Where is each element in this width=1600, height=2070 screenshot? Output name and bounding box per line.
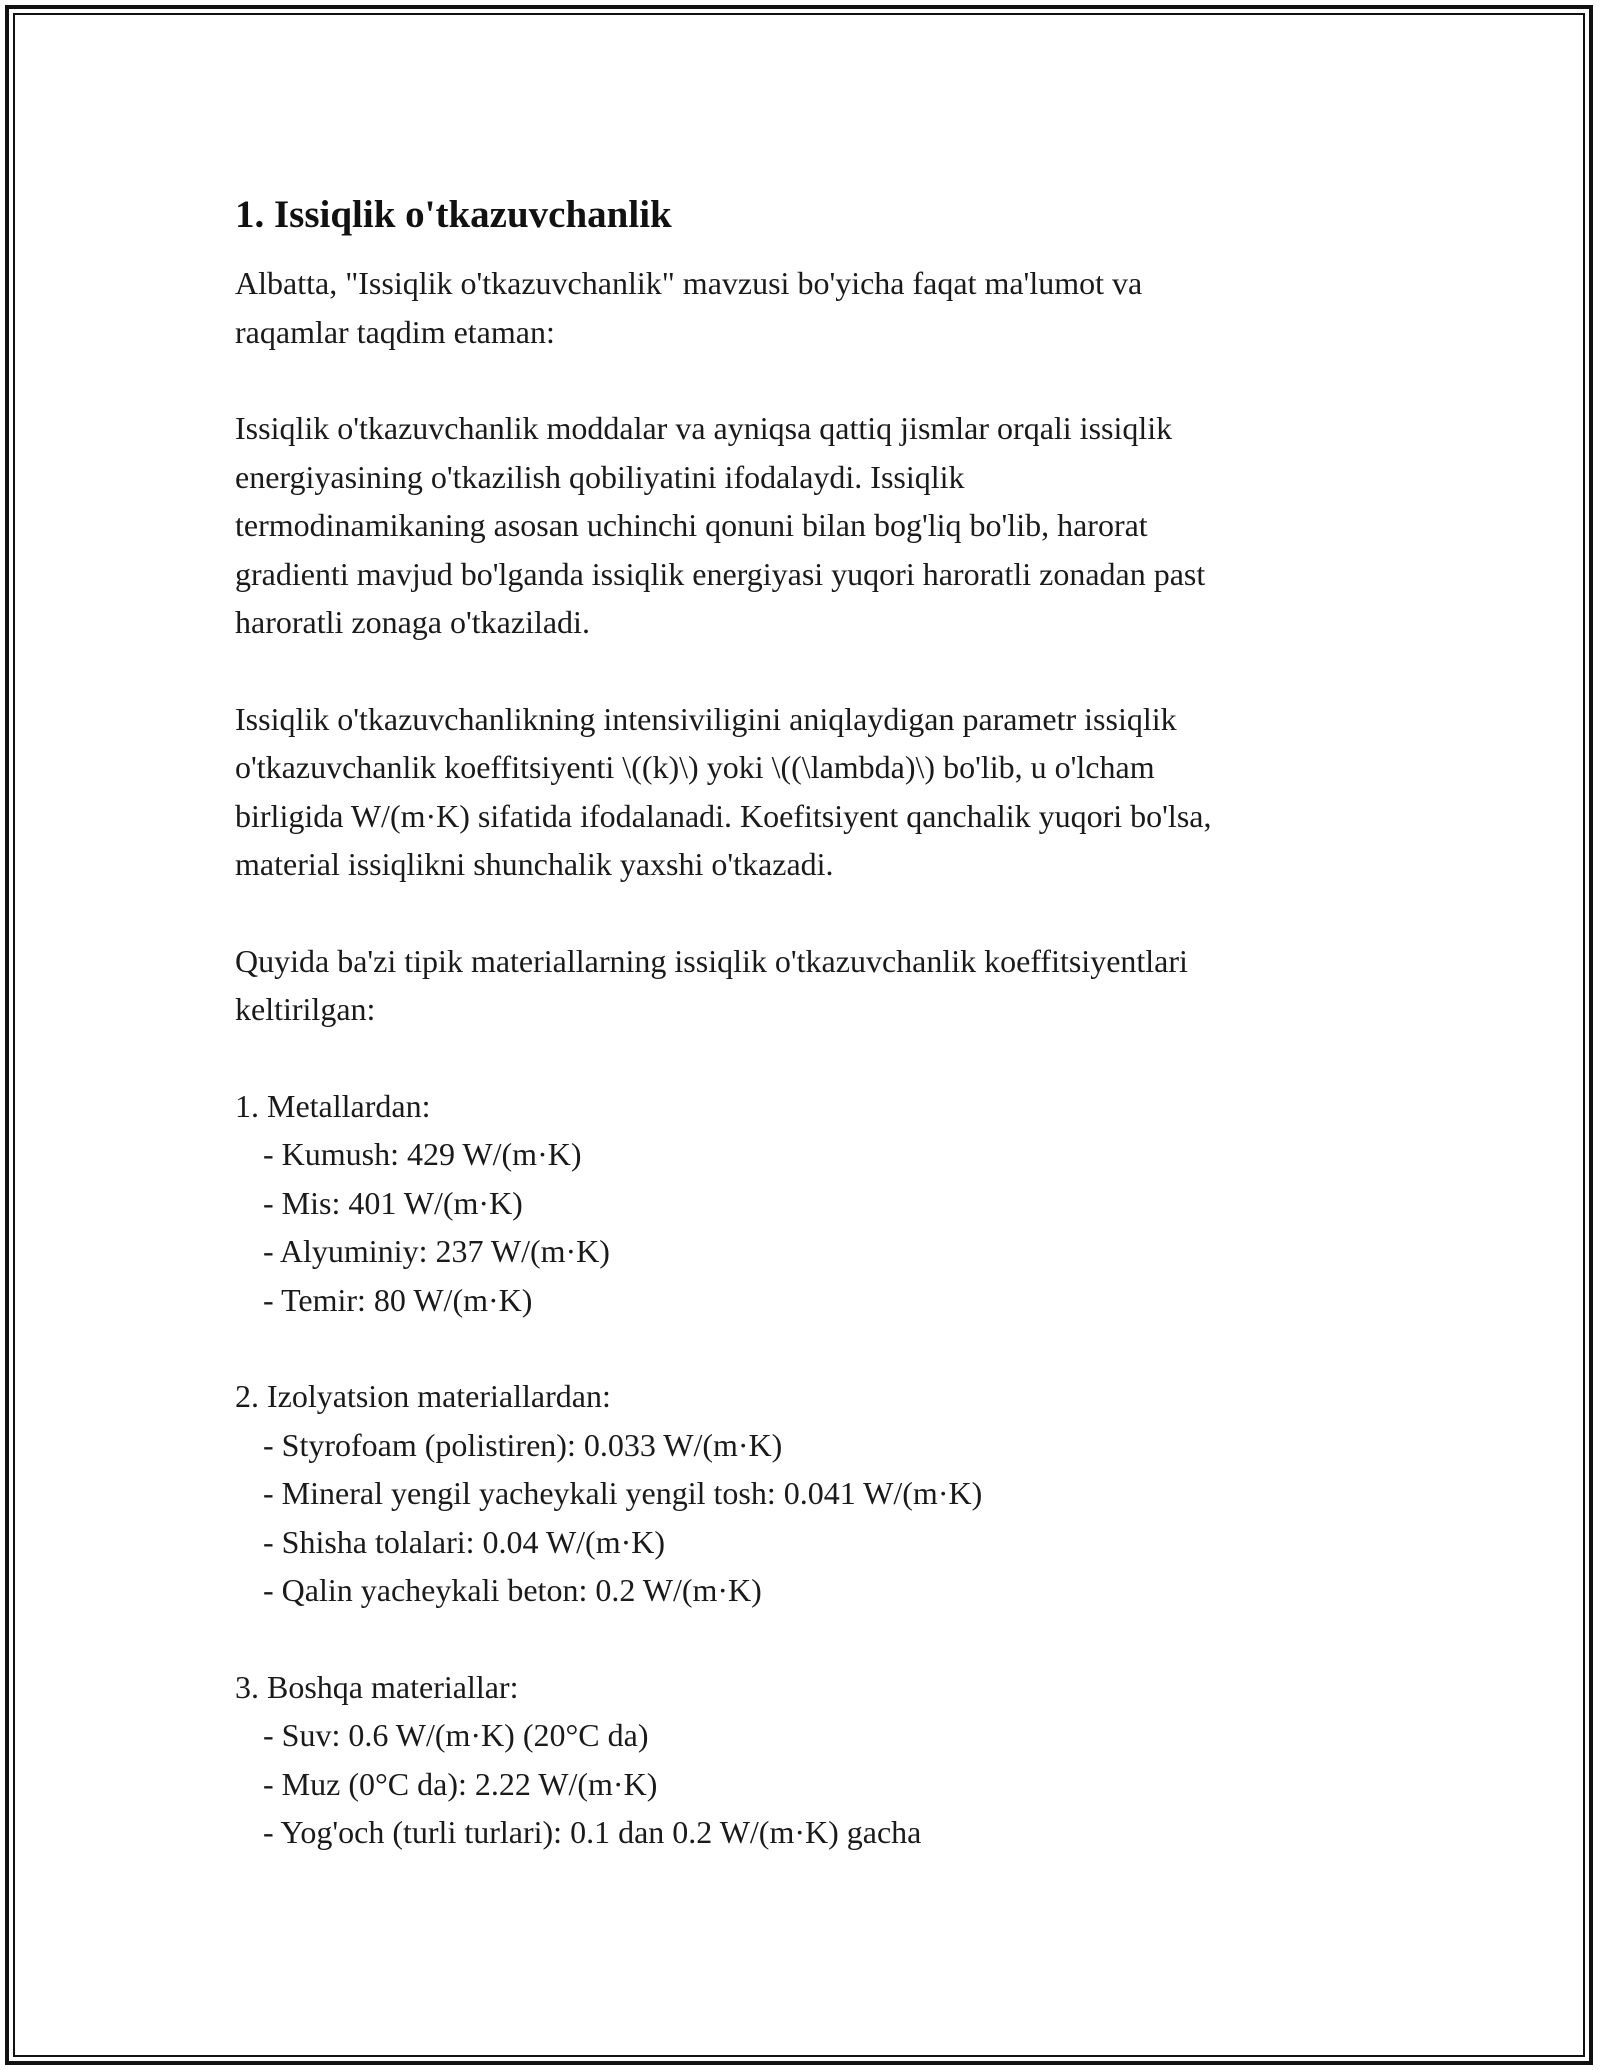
list-item: - Yog'och (turli turlari): 0.1 dan 0.2 W/(m·K) gacha [263, 1814, 922, 1850]
coefficient-paragraph: Issiqlik o'tkazuvchanlikning intensiviligini aniqlaydigan parametr issiqlik o'tkazuvchanlik koeffitsiyenti \((k)\) yoki \((\lambda)\) bo'lib, u o'lcham birligida W/(m·K) sifatida ifodalanadi. Koefitsiyent qanchalik yuqori bo'lsa, material issiqlikni shunchalik yaxshi o'tkazadi. [235, 700, 1212, 882]
intro-paragraph: Albatta, "Issiqlik o'tkazuvchanlik" mavzusi bo'yicha faqat ma'lumot va raqamlar taqdim etaman: [235, 265, 1143, 350]
group-title: 1. Metallardan: [235, 1087, 431, 1124]
list-item: - Styrofoam (polistiren): 0.033 W/(m·K) [263, 1426, 783, 1463]
list-item: - Suv: 0.6 W/(m·K) (20°C da) [263, 1717, 649, 1753]
document-body [235, 188, 1415, 1905]
list-item: - Mineral yengil yacheykali yengil tosh: 0.041 W/(m·K) [263, 1475, 983, 1511]
list-item: - Qalin yacheykali beton: 0.2 W/(m·K) [263, 1572, 762, 1608]
group-title: 3. Boshqa materiallar: [235, 1668, 519, 1705]
list-item: - Muz (0°C da): 2.22 W/(m·K) [263, 1765, 658, 1802]
material-group-insulation [235, 1372, 1415, 1615]
section-heading: 1. Issiqlik o'tkazuvchanlik [235, 193, 672, 236]
material-list [235, 1711, 1415, 1857]
material-list [235, 1421, 1415, 1615]
definition-paragraph: Issiqlik o'tkazuvchanlik moddalar va ayniqsa qattiq jismlar orqali issiqlik energiyasining o'tkazilish qobiliyatini ifodalaydi. Issiqlik termodinamikaning asosan uchinchi qonuni bilan bog'liq bo'lib, harorat gradienti mavjud bo'lganda issiqlik energiyasi yuqori haroratli zonadan past haroratli zonaga o'tkaziladi. [235, 410, 1206, 640]
list-item: - Kumush: 429 W/(m·K) [263, 1136, 582, 1172]
list-item: - Mis: 401 W/(m·K) [263, 1184, 523, 1221]
list-intro-paragraph: Quyida ba'zi tipik materiallarning issiqlik o'tkazuvchanlik koeffitsiyentlari keltirilgan: [235, 942, 1188, 1027]
material-list [235, 1130, 1415, 1324]
list-item: - Alyuminiy: 237 W/(m·K) [263, 1233, 610, 1269]
material-group-metals [235, 1082, 1415, 1325]
list-item: - Temir: 80 W/(m·K) [263, 1281, 533, 1318]
list-item: - Shisha tolalari: 0.04 W/(m·K) [263, 1523, 665, 1560]
material-group-other [235, 1663, 1415, 1857]
group-title: 2. Izolyatsion materiallardan: [235, 1378, 611, 1414]
